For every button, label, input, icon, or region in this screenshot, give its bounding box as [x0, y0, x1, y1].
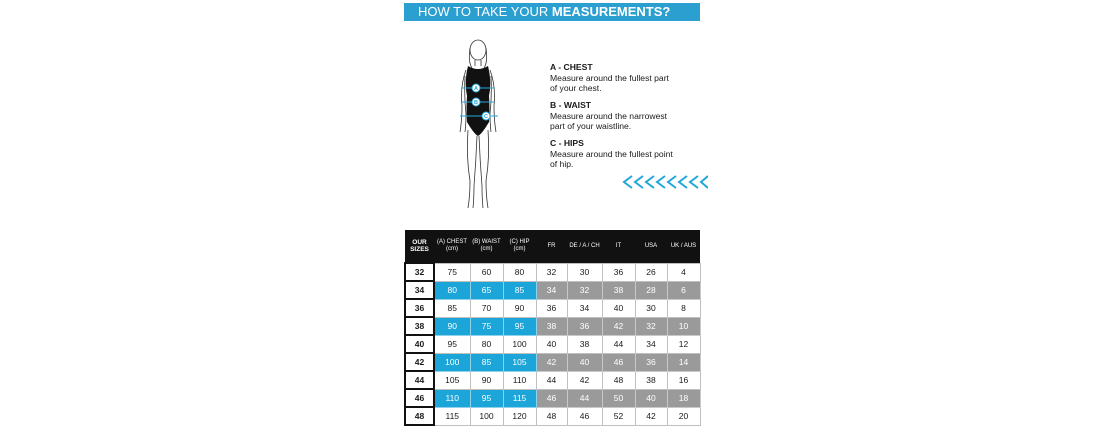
size-cell: 36	[405, 299, 434, 317]
table-row	[405, 335, 700, 353]
conversion-cell: 46	[567, 407, 602, 425]
measurement-cell: 110	[503, 371, 536, 389]
measurement-cell: 85	[503, 281, 536, 299]
measurement-cell: 60	[470, 263, 503, 281]
conversion-cell: 50	[602, 389, 635, 407]
conversion-cell: 30	[567, 263, 602, 281]
title-banner	[404, 3, 700, 21]
measurement-cell: 90	[434, 317, 470, 335]
measurement-instructions	[550, 62, 700, 176]
conversion-cell: 28	[635, 281, 667, 299]
size-cell: 42	[405, 353, 434, 371]
marker-a: A	[474, 86, 478, 92]
header-hip: (C) HIP (cm)	[503, 230, 536, 263]
measurement-cell: 80	[470, 335, 503, 353]
conversion-cell: 42	[567, 371, 602, 389]
conversion-cell: 32	[567, 281, 602, 299]
conversion-cell: 44	[536, 371, 567, 389]
table-row	[405, 389, 700, 407]
instruction-text: of hip.	[550, 159, 574, 169]
measurement-cell: 110	[434, 389, 470, 407]
size-cell: 40	[405, 335, 434, 353]
measurement-cell: 75	[470, 317, 503, 335]
header-waist: (B) WAIST (cm)	[470, 230, 503, 263]
measurement-cell: 95	[434, 335, 470, 353]
marker-c: C	[484, 114, 488, 120]
conversion-cell: 26	[635, 263, 667, 281]
conversion-cell: 30	[635, 299, 667, 317]
conversion-cell: 36	[536, 299, 567, 317]
instruction-text: of your chest.	[550, 83, 602, 93]
conversion-cell: 52	[602, 407, 635, 425]
size-cell: 48	[405, 407, 434, 425]
table-row	[405, 353, 700, 371]
instruction-title: C - HIPS	[550, 138, 584, 148]
chevrons-left-icon	[622, 174, 708, 195]
conversion-cell: 20	[667, 407, 700, 425]
measurement-cell: 100	[470, 407, 503, 425]
size-cell: 38	[405, 317, 434, 335]
conversion-cell: 36	[602, 263, 635, 281]
header-de: DE / A / CH	[567, 230, 602, 263]
measurement-cell: 85	[470, 353, 503, 371]
conversion-cell: 14	[667, 353, 700, 371]
size-cell: 46	[405, 389, 434, 407]
conversion-cell: 34	[635, 335, 667, 353]
table-row	[405, 299, 700, 317]
instruction-chest	[550, 62, 700, 93]
conversion-cell: 6	[667, 281, 700, 299]
header-our-sizes: OUR SIZES	[405, 230, 434, 263]
table-row	[405, 263, 700, 281]
table-row	[405, 317, 700, 335]
conversion-cell: 10	[667, 317, 700, 335]
conversion-cell: 34	[567, 299, 602, 317]
measurement-cell: 75	[434, 263, 470, 281]
conversion-cell: 38	[635, 371, 667, 389]
size-cell: 34	[405, 281, 434, 299]
conversion-cell: 32	[635, 317, 667, 335]
measurement-cell: 95	[503, 317, 536, 335]
measurement-cell: 100	[503, 335, 536, 353]
header-usa: USA	[635, 230, 667, 263]
instruction-text: Measure around the fullest part	[550, 73, 669, 83]
measurement-cell: 105	[434, 371, 470, 389]
woman-silhouette-icon	[440, 36, 540, 216]
body-figure	[440, 36, 540, 221]
conversion-cell: 44	[567, 389, 602, 407]
conversion-cell: 46	[536, 389, 567, 407]
conversion-cell: 40	[567, 353, 602, 371]
conversion-cell: 40	[602, 299, 635, 317]
conversion-cell: 36	[635, 353, 667, 371]
conversion-cell: 36	[567, 317, 602, 335]
size-cell: 32	[405, 263, 434, 281]
header-uk: UK / AUS	[667, 230, 700, 263]
measurement-cell: 65	[470, 281, 503, 299]
title-bold: MEASUREMENTS?	[551, 4, 671, 19]
table-header-row	[405, 230, 700, 263]
instruction-text: Measure around the narrowest	[550, 111, 668, 121]
measurement-cell: 90	[470, 371, 503, 389]
conversion-cell: 32	[536, 263, 567, 281]
measurement-cell: 120	[503, 407, 536, 425]
conversion-cell: 44	[602, 335, 635, 353]
measurement-cell: 85	[434, 299, 470, 317]
table-row	[405, 371, 700, 389]
conversion-cell: 40	[635, 389, 667, 407]
measurement-cell: 105	[503, 353, 536, 371]
measurement-cell: 95	[470, 389, 503, 407]
header-fr: FR	[536, 230, 567, 263]
measurement-cell: 90	[503, 299, 536, 317]
conversion-cell: 4	[667, 263, 700, 281]
conversion-cell: 46	[602, 353, 635, 371]
conversion-cell: 42	[536, 353, 567, 371]
measurement-cell: 100	[434, 353, 470, 371]
measurement-cell: 70	[470, 299, 503, 317]
conversion-cell: 8	[667, 299, 700, 317]
conversion-cell: 48	[536, 407, 567, 425]
table-row	[405, 407, 700, 425]
header-chest: (A) CHEST (cm)	[434, 230, 470, 263]
conversion-cell: 42	[635, 407, 667, 425]
measurement-cell: 115	[434, 407, 470, 425]
conversion-cell: 38	[536, 317, 567, 335]
header-it: IT	[602, 230, 635, 263]
measurement-cell: 115	[503, 389, 536, 407]
measurement-cell: 80	[434, 281, 470, 299]
conversion-cell: 40	[536, 335, 567, 353]
conversion-cell: 34	[536, 281, 567, 299]
instruction-hips	[550, 138, 700, 169]
conversion-cell: 38	[567, 335, 602, 353]
conversion-cell: 42	[602, 317, 635, 335]
title-prefix: HOW TO TAKE YOUR	[418, 4, 552, 19]
instruction-title: A - CHEST	[550, 62, 593, 72]
table-row	[405, 281, 700, 299]
conversion-cell: 12	[667, 335, 700, 353]
conversion-cell: 18	[667, 389, 700, 407]
conversion-cell: 16	[667, 371, 700, 389]
size-chart-table	[404, 230, 701, 426]
instruction-text: part of your waistline.	[550, 121, 632, 131]
measurement-cell: 80	[503, 263, 536, 281]
instruction-title: B - WAIST	[550, 100, 592, 110]
size-cell: 44	[405, 371, 434, 389]
instruction-waist	[550, 100, 700, 131]
conversion-cell: 38	[602, 281, 635, 299]
marker-b: B	[474, 100, 478, 106]
conversion-cell: 48	[602, 371, 635, 389]
instruction-text: Measure around the fullest point	[550, 149, 673, 159]
